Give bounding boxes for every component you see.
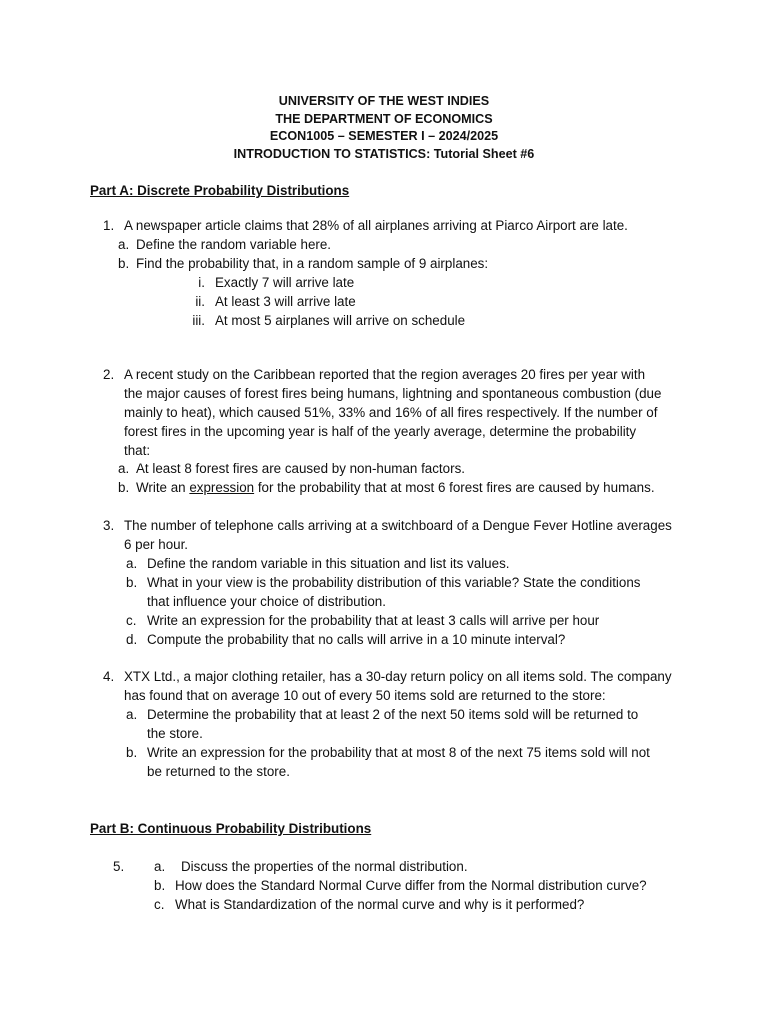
q1-ii-label: ii. bbox=[195, 294, 205, 309]
q4-line: has found that on average 10 out of every 50 items sold are returned to the store: bbox=[124, 688, 606, 703]
q4-a-label: a. bbox=[126, 707, 138, 722]
q3-a-label: a. bbox=[126, 556, 138, 571]
q5-a-text: Discuss the properties of the normal distribution. bbox=[181, 859, 468, 874]
q2-line: mainly to heat), which caused 51%, 33% and 16% of all fires respectively. If the number of bbox=[124, 405, 658, 420]
q4-line: XTX Ltd., a major clothing retailer, has a 30-day return policy on all items sold. The company bbox=[124, 669, 672, 684]
q3-c-text: Write an expression for the probability that at least 3 calls will arrive per hour bbox=[147, 613, 600, 628]
q2-number: 2. bbox=[103, 367, 115, 382]
q4-b-label: b. bbox=[126, 745, 138, 760]
q3-number: 3. bbox=[103, 518, 115, 533]
q1-b-label: b. bbox=[118, 256, 130, 271]
q3-d-text: Compute the probability that no calls will arrive in a 10 minute interval? bbox=[147, 632, 566, 647]
q3-d-label: d. bbox=[126, 632, 138, 647]
q3-b-label: b. bbox=[126, 575, 138, 590]
q5-c-text: What is Standardization of the normal curve and why is it performed? bbox=[175, 897, 585, 912]
q5-number: 5. bbox=[113, 859, 125, 874]
q3-line: 6 per hour. bbox=[124, 537, 189, 552]
part-b-heading: Part B: Continuous Probability Distributions bbox=[90, 821, 372, 836]
q2-line: the major causes of forest fires being humans, lightning and spontaneous combustion (due bbox=[124, 386, 662, 401]
q1-b-text: Find the probability that, in a random sample of 9 airplanes: bbox=[136, 256, 489, 271]
q2-line: that: bbox=[124, 443, 151, 458]
q1-number: 1. bbox=[103, 218, 115, 233]
q3-b-line: that influence your choice of distribution. bbox=[147, 594, 386, 609]
q5-c-label: c. bbox=[154, 897, 165, 912]
q1-i-label: i. bbox=[198, 275, 205, 290]
header-course: ECON1005 – SEMESTER I – 2024/2025 bbox=[269, 129, 499, 143]
q2-b-label: b. bbox=[118, 480, 130, 495]
q1-i-text: Exactly 7 will arrive late bbox=[215, 275, 355, 290]
q2-b-text bbox=[136, 478, 655, 497]
q2-a-text: At least 8 forest fires are caused by non-human factors. bbox=[136, 461, 465, 476]
q1-iii-label: iii. bbox=[192, 313, 205, 328]
q4-a-line: the store. bbox=[147, 726, 203, 741]
q5-b-text: How does the Standard Normal Curve differ from the Normal distribution curve? bbox=[175, 878, 647, 893]
q2-line: forest fires in the upcoming year is half of the yearly average, determine the probability bbox=[124, 424, 637, 439]
q4-number: 4. bbox=[103, 669, 115, 684]
q2-b-underlined: expression bbox=[189, 480, 255, 495]
q3-c-label: c. bbox=[126, 613, 137, 628]
q4-b-line: be returned to the store. bbox=[147, 764, 290, 779]
q2-b-post: for the probability that at most 6 forest fires are caused by humans. bbox=[254, 480, 655, 495]
q3-line: The number of telephone calls arriving at a switchboard of a Dengue Fever Hotline averages bbox=[124, 518, 672, 533]
q3-b-line: What in your view is the probability distribution of this variable? State the conditions bbox=[147, 575, 641, 590]
q5-a-label: a. bbox=[154, 859, 166, 874]
part-a-heading: Part A: Discrete Probability Distributions bbox=[90, 183, 350, 198]
q4-b-line: Write an expression for the probability that at most 8 of the next 75 items sold will not bbox=[147, 745, 650, 760]
q2-b-pre: Write an bbox=[136, 480, 190, 495]
header-university: UNIVERSITY OF THE WEST INDIES bbox=[278, 94, 490, 108]
q3-a-text: Define the random variable in this situation and list its values. bbox=[147, 556, 510, 571]
q1-a-label: a. bbox=[118, 237, 130, 252]
q2-line: A recent study on the Caribbean reported that the region averages 20 fires per year with bbox=[124, 367, 646, 382]
q1-a-text: Define the random variable here. bbox=[136, 237, 332, 252]
q5-b-label: b. bbox=[154, 878, 166, 893]
q1-ii-text: At least 3 will arrive late bbox=[215, 294, 356, 309]
q2-a-label: a. bbox=[118, 461, 130, 476]
q4-a-line: Determine the probability that at least 2 of the next 50 items sold will be returned to bbox=[147, 707, 639, 722]
q1-iii-text: At most 5 airplanes will arrive on schedule bbox=[215, 313, 466, 328]
q1-text: A newspaper article claims that 28% of all airplanes arriving at Piarco Airport are late. bbox=[124, 218, 628, 233]
header-title: INTRODUCTION TO STATISTICS: Tutorial Sheet #6 bbox=[233, 147, 535, 161]
header-department: THE DEPARTMENT OF ECONOMICS bbox=[275, 112, 493, 126]
